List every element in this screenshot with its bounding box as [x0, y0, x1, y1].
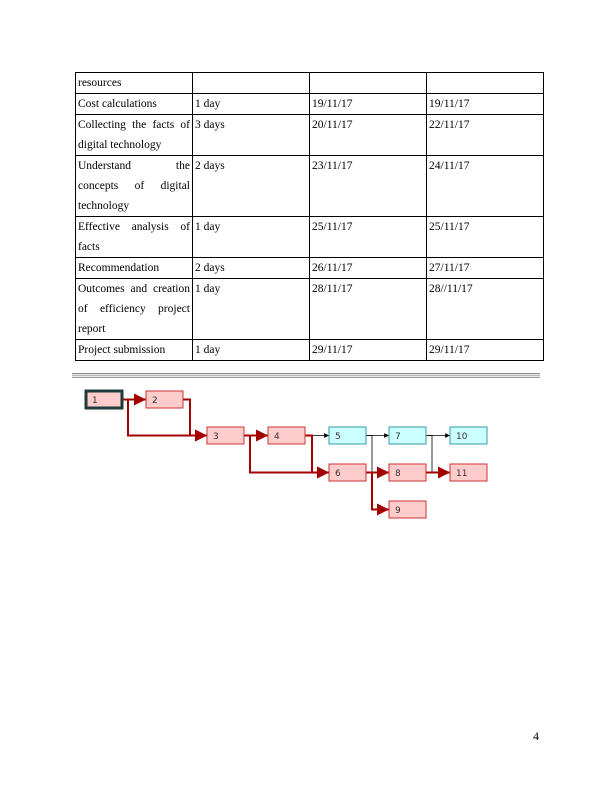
node-label: 6: [335, 469, 341, 479]
task-cell: resources: [76, 73, 193, 94]
node-label: 2: [152, 396, 158, 406]
network-node-7[interactable]: [389, 427, 426, 444]
node-label: 4: [274, 432, 280, 442]
start-date-cell: 28/11/17: [310, 279, 427, 340]
task-cell: Effective analysis of facts: [76, 217, 193, 258]
start-date-cell: 20/11/17: [310, 115, 427, 156]
network-node-9[interactable]: [389, 501, 426, 518]
node-label: 5: [335, 432, 341, 442]
end-date-cell: 29/11/17: [427, 340, 544, 361]
duration-cell: 1 day: [193, 340, 310, 361]
network-node-6[interactable]: [329, 464, 366, 481]
network-node-8[interactable]: [389, 464, 426, 481]
task-cell: Understand the concepts of digital technology: [76, 156, 193, 217]
link-4-6: [305, 436, 329, 473]
node-label: 1: [92, 396, 98, 406]
node-label: 9: [395, 506, 401, 516]
end-date-cell: 24/11/17: [427, 156, 544, 217]
node-label: 3: [213, 432, 219, 442]
node-label: 11: [456, 469, 468, 479]
start-date-cell: 19/11/17: [310, 94, 427, 115]
duration-cell: 3 days: [193, 115, 310, 156]
start-date-cell: 29/11/17: [310, 340, 427, 361]
network-node-3[interactable]: [207, 427, 244, 444]
start-date-cell: 23/11/17: [310, 156, 427, 217]
end-date-cell: 19/11/17: [427, 94, 544, 115]
duration-cell: 1 day: [193, 94, 310, 115]
end-date-cell: 25/11/17: [427, 217, 544, 258]
start-date-cell: 25/11/17: [310, 217, 427, 258]
network-node-1[interactable]: [86, 391, 122, 408]
duration-cell: 2 days: [193, 258, 310, 279]
end-date-cell: 28//11/17: [427, 279, 544, 340]
task-cell: Cost calculations: [76, 94, 193, 115]
network-node-4[interactable]: [268, 427, 305, 444]
task-cell: Project submission: [76, 340, 193, 361]
network-node-11[interactable]: [450, 464, 487, 481]
node-label: 7: [395, 432, 401, 442]
link-5-8: [366, 436, 389, 473]
link-6-9: [366, 473, 389, 510]
page-number: 4: [533, 729, 539, 743]
duration-cell: 1 day: [193, 279, 310, 340]
duration-cell: 1 day: [193, 217, 310, 258]
end-date-cell: 27/11/17: [427, 258, 544, 279]
link-7-11: [426, 436, 450, 473]
duration-cell: 2 days: [193, 156, 310, 217]
network-node-2[interactable]: [146, 391, 183, 408]
task-cell: Recommendation: [76, 258, 193, 279]
node-label: 10: [456, 432, 468, 442]
node-label: 8: [395, 469, 401, 479]
network-node-10[interactable]: [450, 427, 487, 444]
task-cell: Collecting the facts of digital technology: [76, 115, 193, 156]
network-node-5[interactable]: [329, 427, 366, 444]
end-date-cell: 22/11/17: [427, 115, 544, 156]
link-2-3: [183, 400, 207, 436]
start-date-cell: 26/11/17: [310, 258, 427, 279]
task-cell: Outcomes and creation of efficiency project report: [76, 279, 193, 340]
